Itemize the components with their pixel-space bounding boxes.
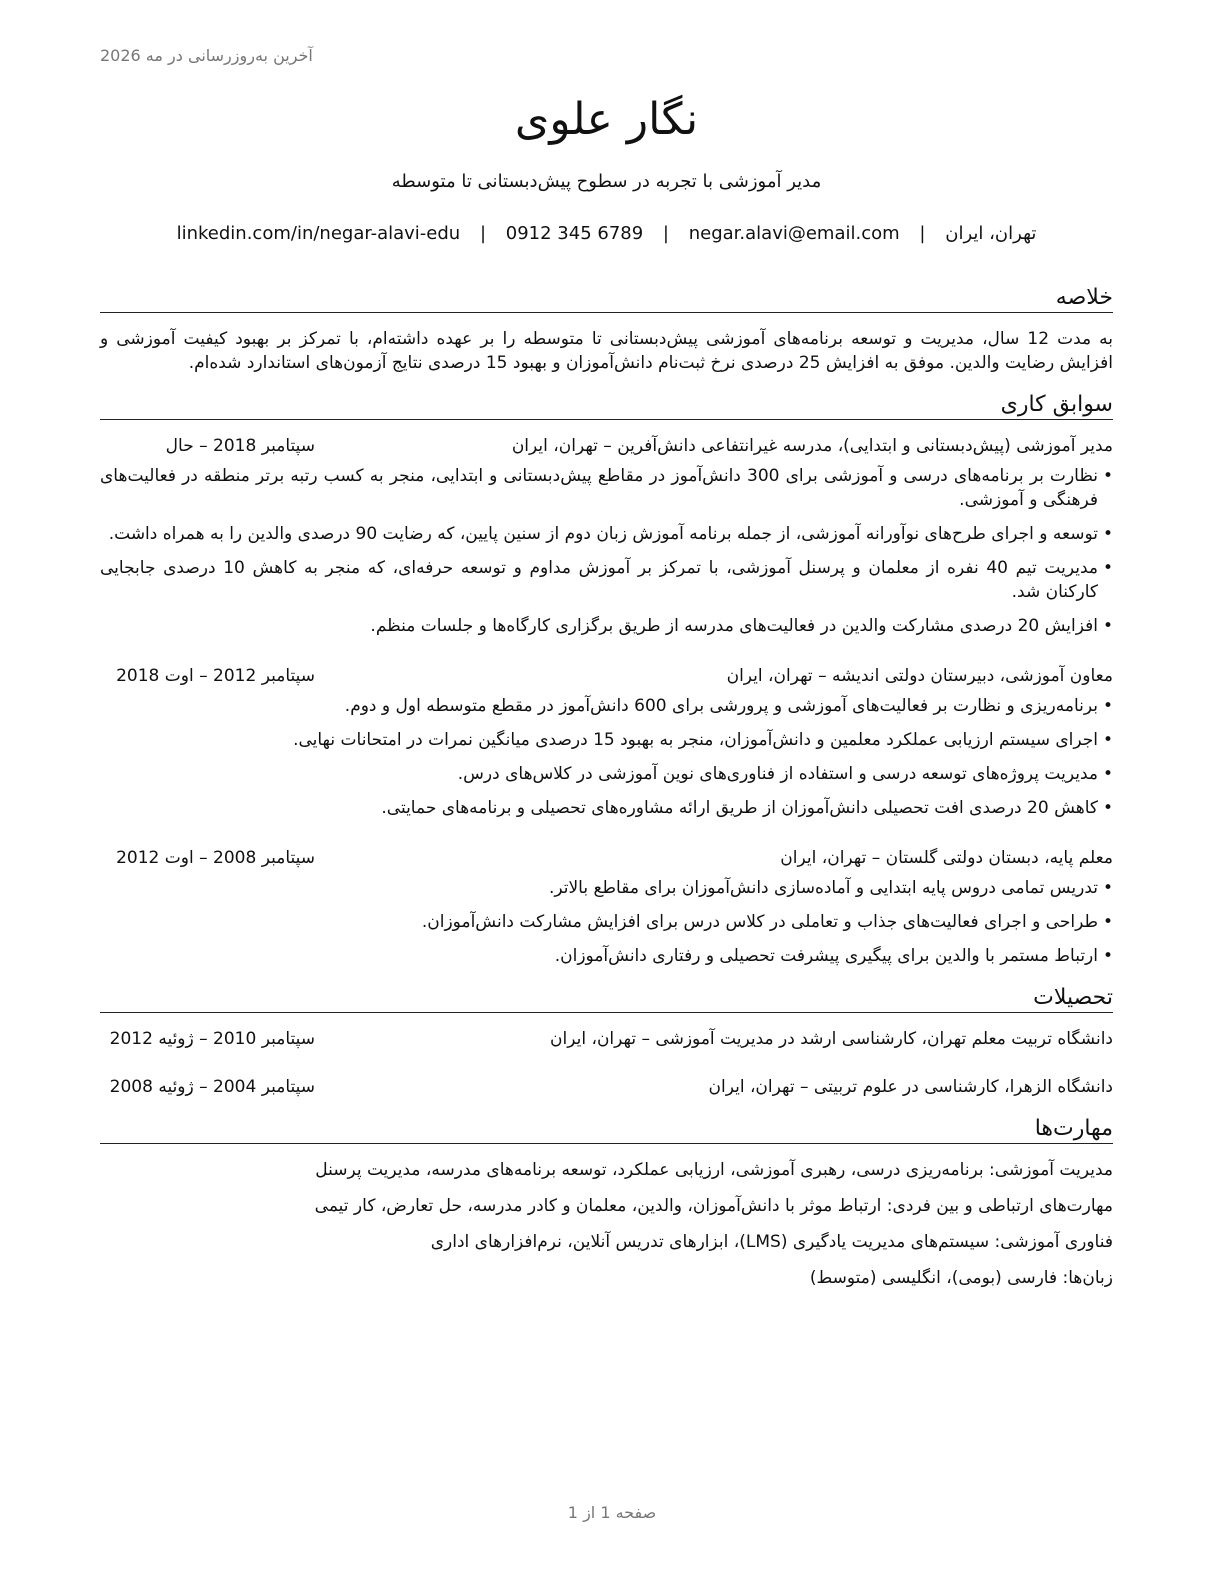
job-bullet: • کاهش 20 درصدی افت تحصیلی دانش‌آموزان از طریق ارائه مشاوره‌های تحصیلی و برنامه‌های حمایتی.: [100, 796, 1113, 820]
summary-section: [100, 284, 1113, 375]
job-header: [100, 434, 1113, 458]
job-bullet: • تدریس تمامی دروس پایه ابتدایی و آماده‌سازی دانش‌آموزان برای مقاطع بالاتر.: [100, 876, 1113, 900]
experience-title: سوابق کاری: [100, 391, 1113, 420]
experience-section: [100, 391, 1113, 968]
summary-text: به مدت 12 سال، مدیریت و توسعه برنامه‌های آموزشی پیش‌دبستانی تا متوسطه را بر عهده داشته‌ام، با تمرکز بر بهبود کیفیت آموزشی و افزایش رضایت والدین. موفق به افزایش 25 درصدی نرخ ثبت‌نام دانش‌آموزان و بهبود 15 درصدی نتایج آزمون‌های استاندارد شده‌ام.: [100, 329, 1113, 373]
skill-item: مهارت‌های ارتباطی و بین فردی: ارتباط موثر با دانش‌آموزان، والدین، معلمان و کادر مدرسه، حل تعارض، کار تیمی: [314, 1196, 1113, 1216]
job-bullet: • افزایش 20 درصدی مشارکت والدین در فعالیت‌های مدرسه از طریق برگزاری کارگاه‌ها و جلسات منظم.: [100, 614, 1113, 638]
job-heading: معلم پایه، دبستان دولتی گلستان – تهران، ایران: [780, 848, 1113, 868]
skill-item: مدیریت آموزشی: برنامه‌ریزی درسی، رهبری آموزشی، ارزیابی عملکرد، توسعه برنامه‌های مدرسه، مدیریت پرسنل: [315, 1160, 1113, 1180]
job-entry: [100, 434, 1113, 638]
job-heading: معاون آموزشی، دبیرستان دولتی اندیشه – تهران، ایران: [726, 666, 1113, 686]
education-title: تحصیلات: [100, 984, 1113, 1013]
job-bullet: • مدیریت پروژه‌های توسعه درسی و استفاده از فناوری‌های نوین آموزشی در کلاس‌های درس.: [100, 762, 1113, 786]
job-bullet: • نظارت بر برنامه‌های درسی و آموزشی برای 300 دانش‌آموز در مقاطع پیش‌دبستانی و ابتدایی، منجر به کسب رتبه برتر منطقه در فعالیت‌های فرهنگی و آموزشی.: [100, 464, 1113, 512]
job-bullet: • برنامه‌ریزی و نظارت بر فعالیت‌های آموزشی و پرورشی برای 600 دانش‌آموز در مقطع متوسطه اول و دوم.: [100, 694, 1113, 718]
job-dates: سپتامبر 2012 – اوت 2018: [116, 666, 315, 686]
candidate-subtitle: مدیر آموزشی با تجربه در سطوح پیش‌دبستانی تا متوسطه: [391, 171, 822, 192]
contact-separator: |: [662, 223, 669, 244]
job-header: [100, 664, 1113, 688]
job-bullet: • مدیریت تیم 40 نفره از معلمان و پرسنل آموزشی، با تمرکز بر آموزش مداوم و توسعه حرفه‌ای، که منجر به کاهش 10 درصدی جابجایی کارکنان شد.: [100, 556, 1113, 604]
resume-content: [100, 90, 1113, 1290]
education-heading: دانشگاه الزهرا، کارشناسی در علوم تربیتی – تهران، ایران: [708, 1077, 1113, 1097]
education-dates: سپتامبر 2004 – ژوئیه 2008: [109, 1077, 315, 1097]
education-section: [100, 984, 1113, 1099]
contact-location: تهران، ایران: [945, 223, 1037, 244]
contact-separator: |: [919, 223, 926, 244]
job-header: [100, 846, 1113, 870]
skill-item: فناوری آموزشی: سیستم‌های مدیریت یادگیری (LMS)، ابزارهای تدریس آنلاین، نرم‌افزارهای اداری: [430, 1232, 1113, 1252]
job-bullet: • طراحی و اجرای فعالیت‌های جذاب و تعاملی در کلاس درس برای افزایش مشارکت دانش‌آموزان.: [100, 910, 1113, 934]
job-entry: [100, 664, 1113, 820]
summary-title: خلاصه: [100, 284, 1113, 313]
skills-title: مهارت‌ها: [100, 1115, 1113, 1144]
job-bullets: [100, 694, 1113, 820]
last-updated-note: آخرین به‌روزرسانی در مه 2026: [100, 46, 313, 65]
job-bullet: • اجرای سیستم ارزیابی عملکرد معلمین و دانش‌آموزان، منجر به بهبود 15 درصدی میانگین نمرات در امتحانات نهایی.: [100, 728, 1113, 752]
job-entry: [100, 846, 1113, 968]
candidate-name: نگار علوی: [514, 94, 699, 145]
page-number: صفحه 1 از 1: [567, 1503, 657, 1522]
job-heading: مدیر آموزشی (پیش‌دبستانی و ابتدایی)، مدرسه غیرانتفاعی دانش‌آفرین – تهران، ایران: [511, 436, 1113, 456]
skill-item: زبان‌ها: فارسی (بومی)، انگلیسی (متوسط): [809, 1268, 1113, 1288]
contact-separator: |: [479, 223, 487, 244]
contact-email[interactable]: negar.alavi@email.com: [688, 223, 900, 244]
job-bullet: • ارتباط مستمر با والدین برای پیگیری پیشرفت تحصیلی و رفتاری دانش‌آموزان.: [100, 944, 1113, 968]
job-dates: سپتامبر 2018 – حال: [165, 436, 315, 456]
skills-section: [100, 1115, 1113, 1290]
job-bullets: [100, 876, 1113, 968]
job-bullets: [100, 464, 1113, 638]
contact-line: [100, 222, 1113, 246]
education-heading: دانشگاه تربیت معلم تهران، کارشناسی ارشد در مدیریت آموزشی – تهران، ایران: [550, 1029, 1113, 1049]
education-entry: [100, 1075, 1113, 1099]
contact-linkedin[interactable]: linkedin.com/in/negar-alavi-edu: [176, 223, 461, 244]
contact-phone[interactable]: 0912 345 6789: [505, 223, 644, 244]
job-bullet: • توسعه و اجرای طرح‌های نوآورانه آموزشی، از جمله برنامه آموزش زبان دوم از سنین پایین، که رضایت 90 درصدی والدین را به همراه داشت.: [100, 522, 1113, 546]
job-dates: سپتامبر 2008 – اوت 2012: [116, 848, 315, 868]
education-entry: [100, 1027, 1113, 1051]
education-dates: سپتامبر 2010 – ژوئیه 2012: [109, 1029, 315, 1049]
